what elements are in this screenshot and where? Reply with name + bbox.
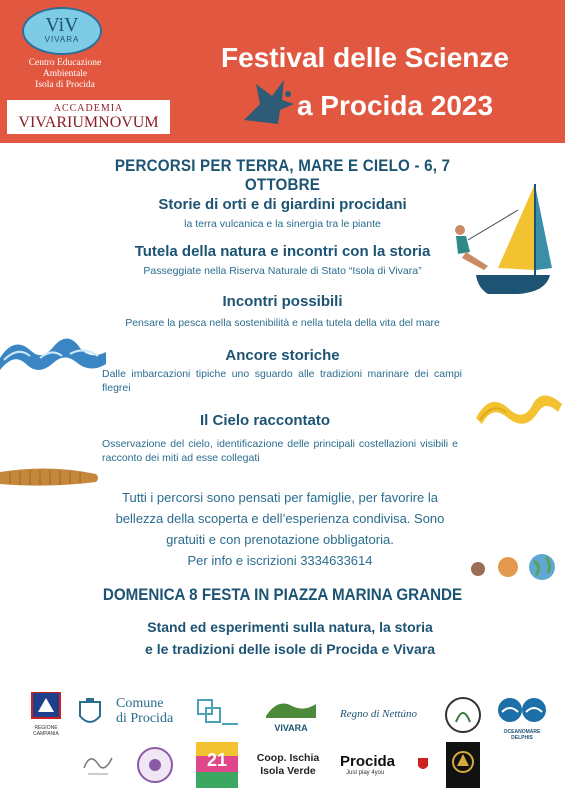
header-banner (0, 0, 565, 143)
comune-procida-logo (76, 696, 188, 730)
item-subtitle: Pensare la pesca nella sostenibilità e nella tutela della vita del mare (125, 317, 440, 329)
item-subtitle: la terra vulcanica e la sinergia tra le piante (184, 218, 381, 230)
circular-seal-logo-icon (444, 696, 482, 734)
regno-nettuno-logo: Regno di Nettúno (340, 708, 417, 720)
oceanomare-logo (496, 696, 548, 741)
item-title: Ancore storiche (225, 347, 340, 364)
item-title: Tutela della natura e incontri con la storia (134, 243, 431, 260)
title-line2: a Procida 2023 (296, 90, 494, 121)
vivara-logo-mark: ViV (45, 14, 79, 36)
sailboat-illustration (448, 180, 558, 298)
item-subtitle: Passeggiate nella Riserva Naturale di Stato “Isola di Vivara” (143, 265, 422, 277)
centro-line: Centro Educazione (28, 58, 102, 68)
procida-wordmark: Procida (340, 753, 396, 770)
coop-ischia-label (252, 752, 324, 778)
centro-line: Ambientale (42, 69, 88, 79)
card-21-number: 21 (206, 750, 228, 770)
info-line: gratuiti e con prenotazione obbligatoria. (166, 532, 394, 547)
regione-shield-icon (28, 692, 64, 720)
accademia-line1: ACCADEMIA (53, 103, 124, 114)
stand-block (80, 616, 500, 660)
vivara-logo (22, 7, 102, 55)
title-line1: Festival delle Scienze (221, 42, 509, 73)
vivara-label: VIVARA (274, 723, 308, 733)
regione-label: REGIONE CAMPANIA (33, 725, 59, 737)
coop-line2: Isola Verde (260, 765, 316, 777)
worm-illustration (0, 462, 100, 490)
main-heading: PERCORSI PER TERRA, MARE E CIELO - 6, 7 OTTOBRE (114, 157, 451, 194)
centro-educazione (12, 58, 118, 91)
stand-line: Stand ed esperimenti sulla natura, la storia (147, 619, 433, 635)
procida-flag-icon (416, 756, 430, 772)
black-crest-logo-icon (446, 742, 480, 788)
dolphin-icon (496, 696, 548, 724)
museo-civico-logo-icon (196, 698, 240, 730)
item-title: Storie di orti e di giardini procidani (158, 196, 407, 213)
info-contact: Per info e iscrizioni 3334633614 (187, 553, 373, 568)
regione-campania-logo (28, 692, 64, 737)
comune-line1: Comune (116, 696, 164, 711)
wave-illustration (0, 330, 108, 380)
coop-line1: Coop. Ischia (256, 752, 320, 764)
oceanomare-label: OCEANOMARE DELPHIS (503, 729, 541, 741)
card-21-logo (196, 742, 238, 788)
comune-crest-icon (76, 698, 104, 728)
vivara-island-icon (264, 696, 318, 718)
domenica-heading: DOMENICA 8 FESTA IN PIAZZA MARINA GRANDE (102, 586, 463, 604)
item-title: Incontri possibili (222, 293, 343, 310)
planets-illustration (470, 553, 560, 581)
vivara-riserva-logo (264, 696, 318, 733)
lemon-peel-illustration (470, 388, 565, 432)
info-line: bellezza della scoperta e dell’esperienza condivisa. Sono (115, 511, 445, 526)
vivara-logo-name: VIVARA (44, 35, 80, 44)
comune-line2: di Procida (116, 711, 174, 726)
accademia-logo (7, 100, 170, 134)
card-21-stripe (196, 772, 238, 788)
item-subtitle: Dalle imbarcazioni tipiche uno sguardo alle tradizioni marinare dei campi flegrei (102, 368, 462, 394)
item-title: Il Cielo raccontato (199, 412, 331, 429)
centro-line: Isola di Procida (35, 80, 95, 90)
info-line: Tutti i percorsi sono pensati per famiglie, per favorire la (122, 490, 438, 505)
info-block (90, 487, 470, 571)
purple-flower-logo-icon (136, 746, 174, 784)
procida-play-logo (340, 754, 432, 784)
accademia-line2: VIVARIUMNOVUM (18, 114, 159, 131)
stand-line: e le tradizioni delle isole di Procida e Vivara (145, 641, 435, 657)
handwritten-logo-icon (80, 748, 116, 780)
procida-tagline: Just play 4you (346, 770, 385, 776)
item-subtitle: Osservazione del cielo, identificazione delle principali costellazioni visibili e racconto dei miti ad esse collegati (102, 438, 458, 464)
festival-title (170, 34, 560, 130)
